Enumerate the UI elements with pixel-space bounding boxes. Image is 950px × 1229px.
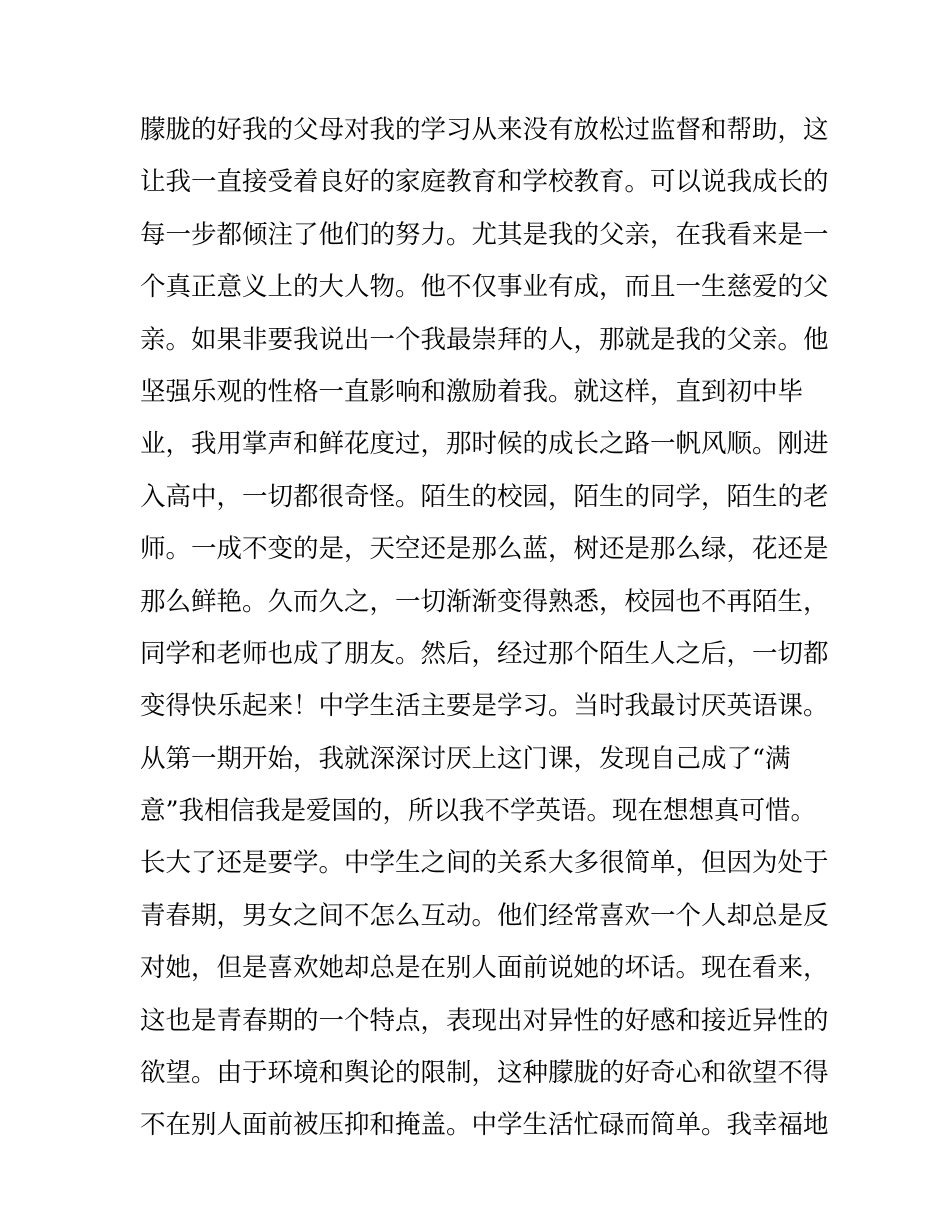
text-line-13: 从第一期开始，我就深深讨厌上这门课，发现自己成了“满 <box>140 743 791 774</box>
text-line-15: 长大了还是要学。中学生之间的关系大多很简单，但因为处于 <box>140 848 829 879</box>
text-line-7: 业，我用掌声和鲜花度过，那时候的成长之路一帆风顺。刚进 <box>140 429 829 460</box>
text-line-11: 同学和老师也成了朋友。然后，经过那个陌生人之后，一切都 <box>140 638 829 669</box>
text-line-17: 对她，但是喜欢她却总是在别人面前说她的坏话。现在看来， <box>140 953 829 984</box>
text-line-5: 亲。如果非要我说出一个我最崇拜的人，那就是我的父亲。他 <box>140 324 829 355</box>
text-line-3: 每一步都倾注了他们的努力。尤其是我的父亲，在我看来是一 <box>140 219 829 250</box>
text-line-19: 欲望。由于环境和舆论的限制，这种朦胧的好奇心和欲望不得 <box>140 1058 829 1089</box>
text-line-16: 青春期，男女之间不怎么互动。他们经常喜欢一个人却总是反 <box>140 900 829 931</box>
text-line-4: 个真正意义上的大人物。他不仅事业有成，而且一生慈爱的父 <box>140 272 829 303</box>
text-line-2: 让我一直接受着良好的家庭教育和学校教育。可以说我成长的 <box>140 167 829 198</box>
text-line-20: 不在别人面前被压抑和掩盖。中学生活忙碌而简单。我幸福地 <box>140 1110 829 1141</box>
body-text <box>140 111 829 1159</box>
text-line-18: 这也是青春期的一个特点，表现出对异性的好感和接近异性的 <box>140 1005 829 1036</box>
text-line-14: 意”我相信我是爱国的，所以我不学英语。现在想想真可惜。 <box>140 796 817 827</box>
text-line-6: 坚强乐观的性格一直影响和激励着我。就这样，直到初中毕 <box>140 376 804 407</box>
text-line-1: 朦胧的好我的父母对我的学习从来没有放松过监督和帮助，这 <box>140 115 829 145</box>
text-line-12: 变得快乐起来！中学生活主要是学习。当时我最讨厌英语课。 <box>140 691 829 722</box>
text-line-9: 师。一成不变的是，天空还是那么蓝，树还是那么绿，花还是 <box>140 534 829 565</box>
text-line-10: 那么鲜艳。久而久之，一切渐渐变得熟悉，校园也不再陌生， <box>140 586 829 617</box>
text-line-8: 入高中，一切都很奇怪。陌生的校园，陌生的同学，陌生的老 <box>140 481 829 512</box>
